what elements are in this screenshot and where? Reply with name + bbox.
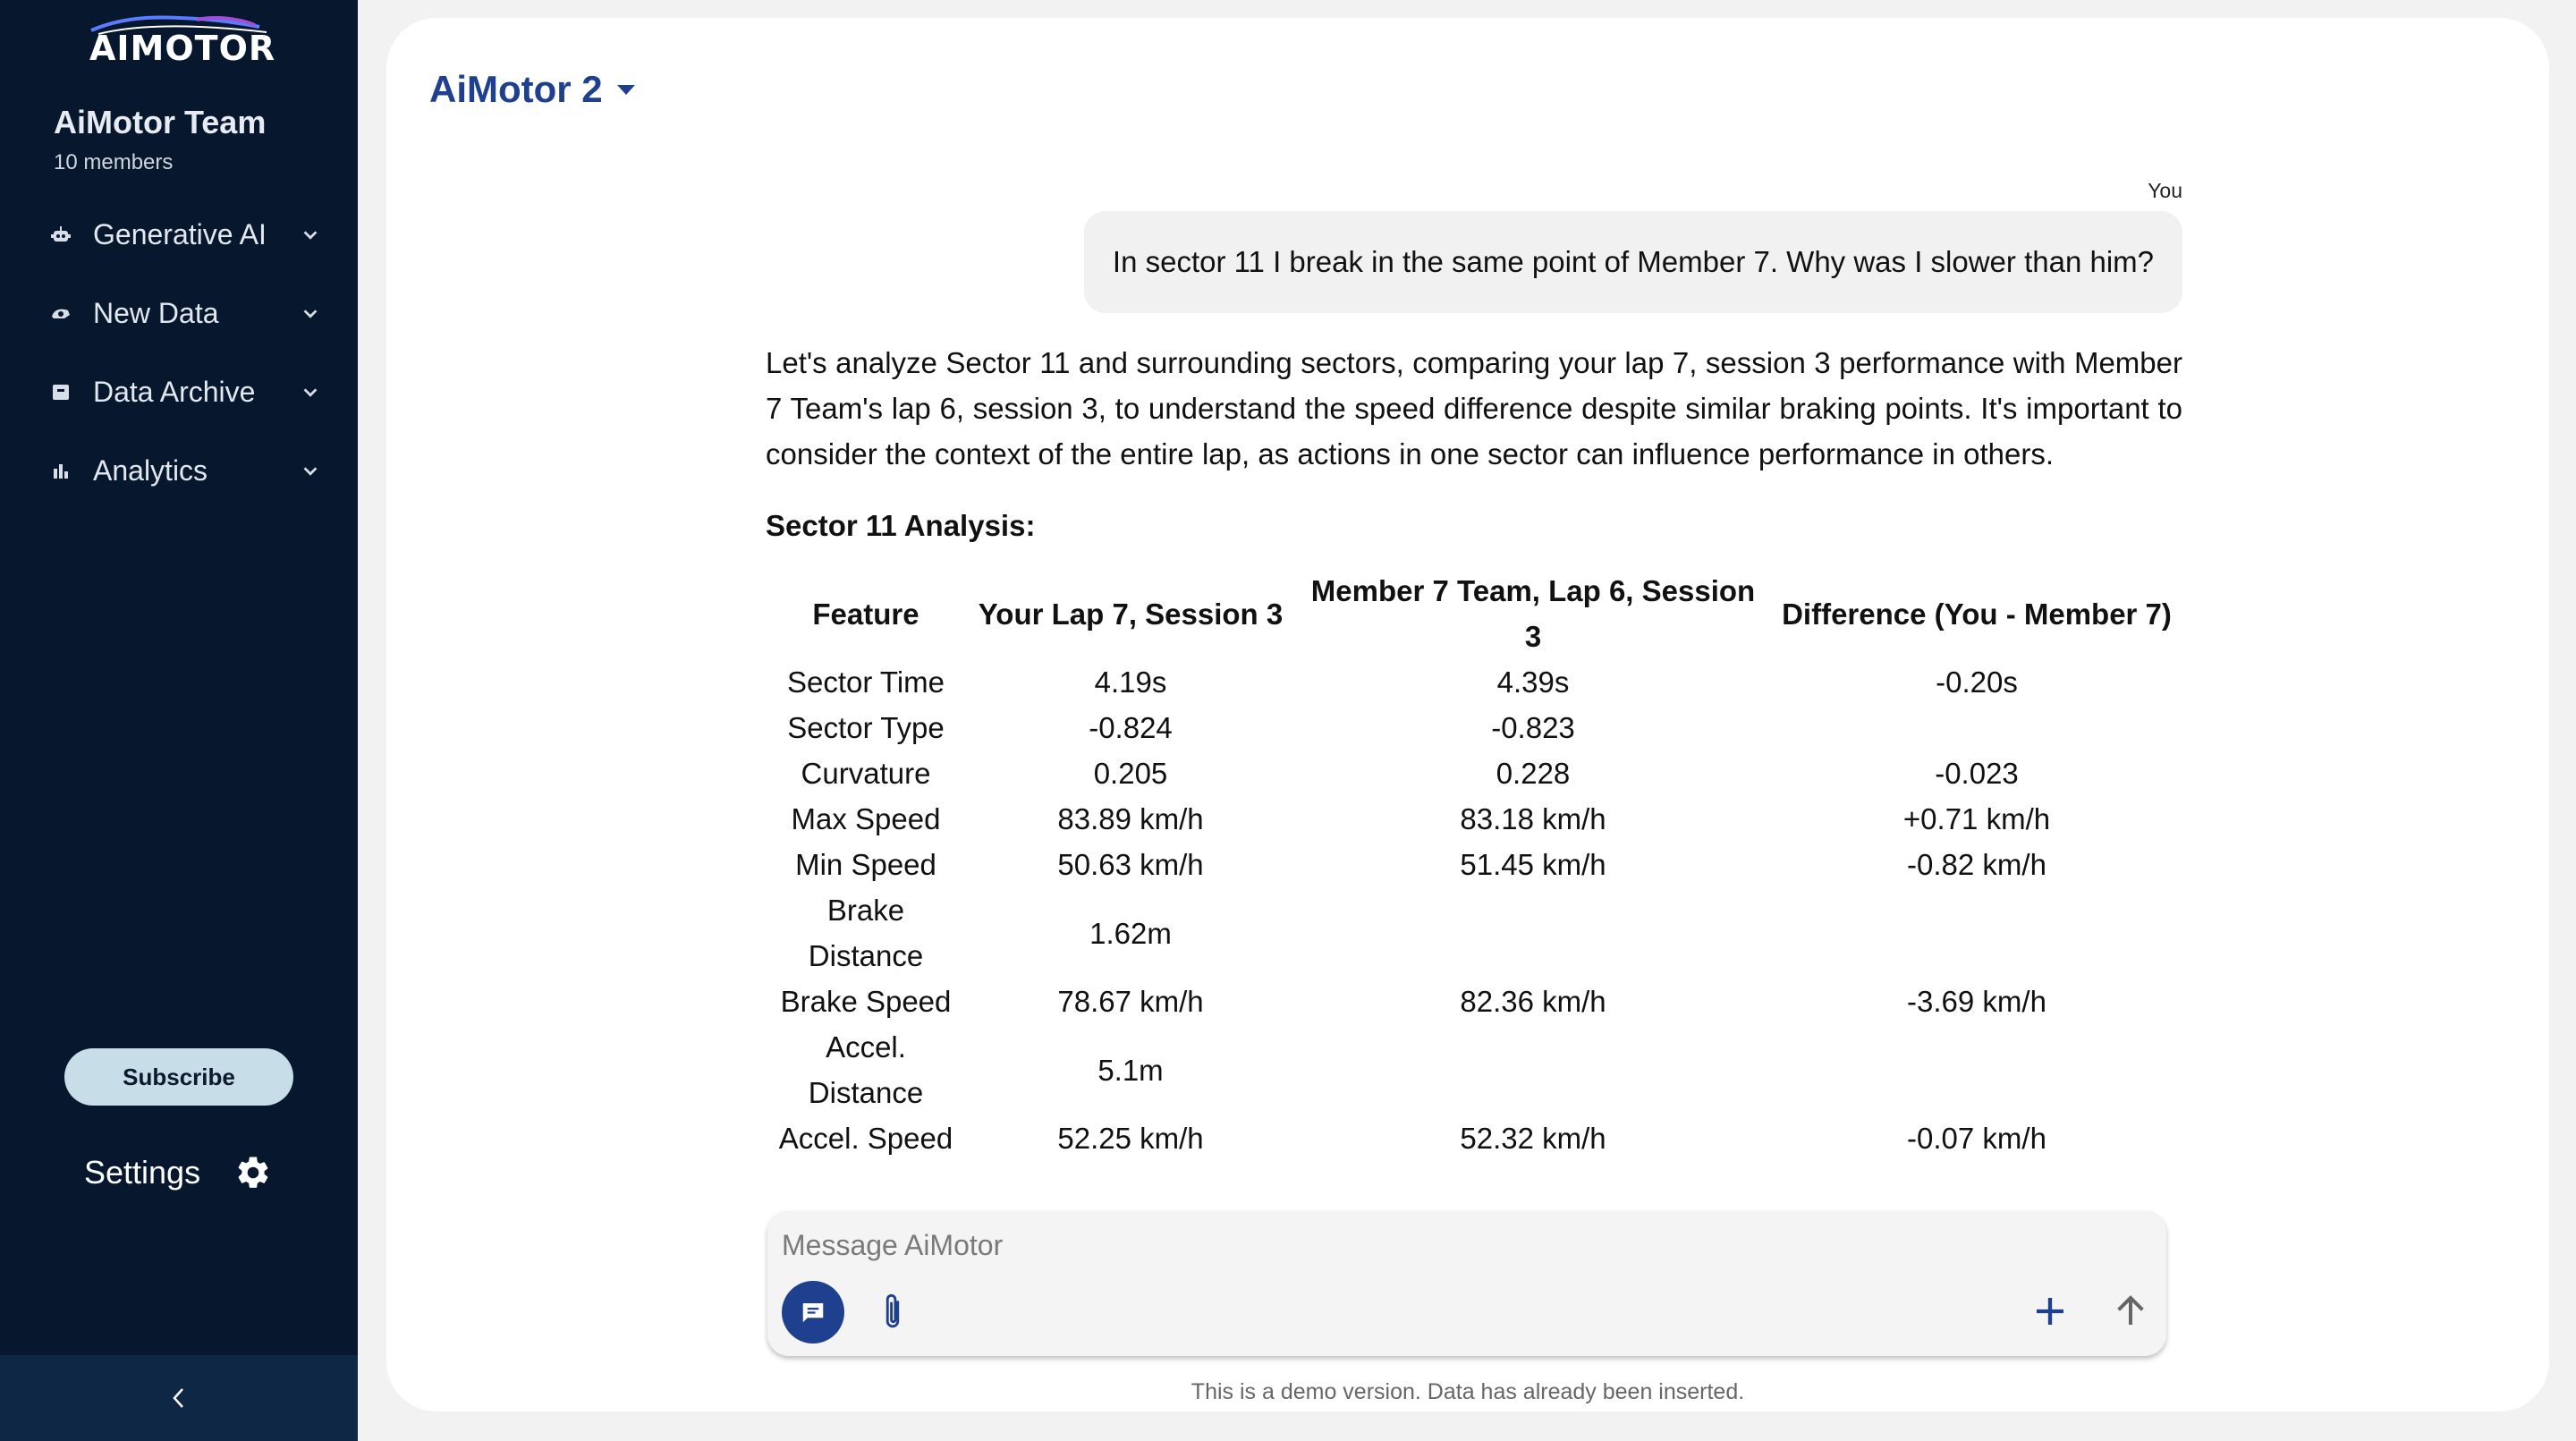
table-row (766, 796, 2182, 842)
column-header: Difference (You - Member 7) (1782, 597, 2172, 631)
send-arrow-icon[interactable] (2113, 1293, 2148, 1329)
table-cell (1295, 1024, 1771, 1115)
bar-chart-icon (50, 460, 72, 481)
table-cell: 83.89 km/h (1057, 802, 1204, 835)
table-cell: 0.228 (1496, 757, 1571, 790)
plus-icon[interactable] (2032, 1293, 2068, 1329)
user-message-bubble (1084, 211, 2182, 313)
table-cell: Brake Speed (780, 985, 952, 1018)
sidebar-item-label: Data Archive (93, 375, 256, 408)
section-heading: Sector 11 Analysis: (766, 509, 1036, 542)
sidebar-item-label: Analytics (93, 453, 208, 487)
table-cell: 5.1m (1097, 1053, 1164, 1087)
table-row (766, 1024, 2182, 1115)
chat-mode-button[interactable] (782, 1281, 844, 1344)
gear-icon[interactable] (234, 1154, 272, 1191)
user-label: You (2148, 179, 2182, 202)
chat-panel (386, 18, 2549, 1411)
table-row (766, 979, 2182, 1024)
table-cell (1295, 887, 1771, 979)
engine-icon (50, 302, 72, 324)
table-cell: -3.69 km/h (1907, 985, 2046, 1018)
table-cell: 52.25 km/h (1057, 1122, 1204, 1155)
table-cell (1771, 887, 2182, 979)
table-row (766, 842, 2182, 887)
sidebar (0, 0, 358, 1441)
message-input[interactable] (782, 1222, 1945, 1268)
table-cell: -0.824 (1089, 711, 1173, 744)
message-composer (767, 1211, 2166, 1356)
chevron-left-icon (168, 1386, 190, 1411)
aimotor-logo[interactable] (89, 14, 276, 68)
table-cell: 0.205 (1093, 757, 1168, 790)
archive-icon (50, 381, 72, 403)
table-cell: Accel. Speed (778, 1122, 953, 1155)
table-cell (1771, 705, 2182, 750)
table-cell: Sector Type (787, 711, 945, 744)
sidebar-item-generative-ai[interactable] (0, 195, 358, 274)
chevron-down-icon (301, 462, 320, 481)
table-cell: -0.023 (1935, 757, 2019, 790)
sidebar-item-label: Generative AI (93, 217, 267, 250)
subscribe-button[interactable]: Subscribe (64, 1048, 293, 1106)
table-cell: Brake Distance (808, 894, 924, 972)
sidebar-item-label: New Data (93, 296, 219, 329)
table-cell: -0.20s (1936, 665, 2018, 699)
sidebar-item-data-archive[interactable] (0, 352, 358, 431)
conversation-selector[interactable] (429, 68, 635, 111)
table-cell: -0.823 (1491, 711, 1575, 744)
table-cell: -0.07 km/h (1907, 1122, 2046, 1155)
sidebar-nav (0, 195, 358, 510)
settings-link[interactable] (84, 1154, 272, 1191)
table-row (766, 1115, 2182, 1161)
caret-down-icon (617, 85, 635, 95)
table-cell: 78.67 km/h (1057, 985, 1204, 1018)
chevron-down-icon (301, 225, 320, 245)
table-cell: 50.63 km/h (1057, 848, 1204, 881)
table-cell: 51.45 km/h (1460, 848, 1606, 881)
team-member-count: 10 members (54, 150, 174, 174)
sidebar-collapse-button[interactable] (0, 1355, 358, 1441)
table-header-row (766, 568, 2182, 659)
chat-bubble-icon (800, 1299, 826, 1326)
column-header: Member 7 Team, Lap 6, Session 3 (1310, 574, 1756, 653)
table-row (766, 887, 2182, 979)
table-cell: Accel. Distance (808, 1030, 924, 1109)
table-cell: +0.71 km/h (1902, 802, 2051, 835)
table-row (766, 750, 2182, 796)
chevron-down-icon (301, 383, 320, 403)
user-message-text: In sector 11 I break in the same point of Member 7. Why was I slower than him? (1112, 245, 2154, 278)
table-cell (1771, 1024, 2182, 1115)
table-row (766, 705, 2182, 750)
column-header: Feature (812, 597, 919, 631)
table-cell: Min Speed (795, 848, 936, 881)
chevron-down-icon (301, 304, 320, 324)
settings-label: Settings (84, 1154, 201, 1191)
robot-icon (50, 224, 72, 245)
paperclip-icon (879, 1292, 906, 1333)
team-name: AiMotor Team (54, 104, 267, 140)
table-cell: Curvature (801, 757, 931, 790)
conversation-title: AiMotor 2 (429, 68, 603, 110)
table-cell: Max Speed (791, 802, 941, 835)
comparison-table (766, 568, 2182, 1161)
sidebar-item-new-data[interactable] (0, 274, 358, 352)
table-cell: 1.62m (1089, 916, 1172, 950)
column-header: Your Lap 7, Session 3 (978, 597, 1284, 631)
table-cell: Sector Time (786, 665, 945, 699)
table-cell: -0.82 km/h (1907, 848, 2046, 881)
assistant-intro-text: Let's analyze Sector 11 and surrounding sectors, comparing your lap 7, session 3 performance with Member 7 Team's lap 6, session 3, to understand the speed difference despite similar braking points. It's important to consider the context of the entire lap, as actions in one sector can influence performance in others. (766, 346, 2182, 470)
table-cell: 52.32 km/h (1460, 1122, 1606, 1155)
logo-text: AIMOTOR (89, 29, 276, 68)
table-cell: 4.39s (1496, 665, 1570, 699)
table-cell: 83.18 km/h (1460, 802, 1606, 835)
table-cell: 4.19s (1094, 665, 1167, 699)
attach-button[interactable] (875, 1290, 911, 1335)
demo-disclaimer: This is a demo version. Data has already been inserted. (1191, 1379, 1745, 1404)
assistant-message (766, 340, 2182, 1206)
sidebar-item-analytics[interactable] (0, 431, 358, 510)
table-cell: 82.36 km/h (1460, 985, 1606, 1018)
table-row (766, 659, 2182, 705)
